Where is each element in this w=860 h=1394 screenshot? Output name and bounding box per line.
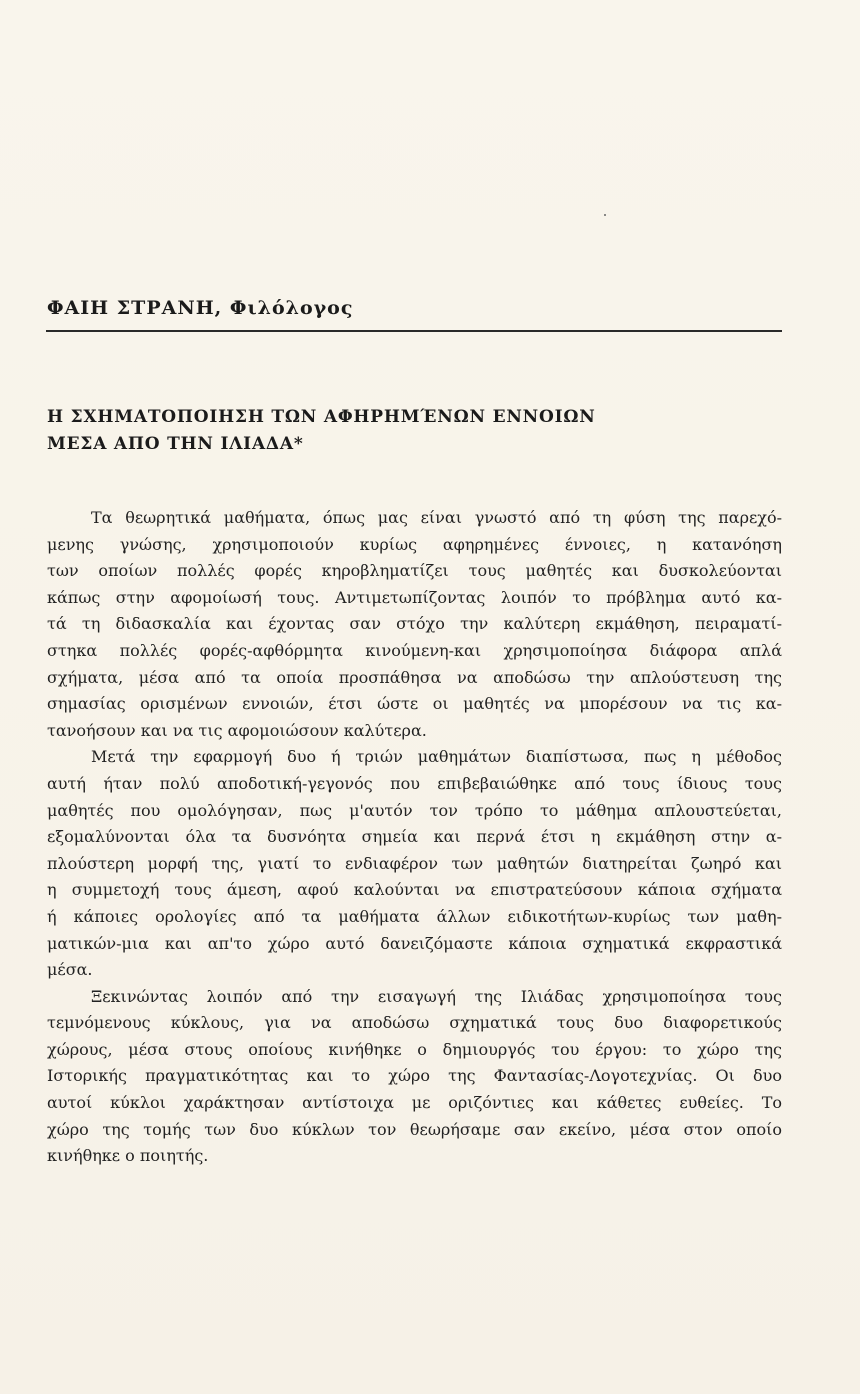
text-line: αυτοί κύκλοι χαράκτησαν αντίστοιχα με οριζόντιες και κάθετες ευθείες. Το bbox=[47, 1093, 782, 1113]
text-line: ή κάποιες ορολογίες από τα μαθήματα άλλων ειδικοτήτων-κυρίως των μαθη- bbox=[47, 906, 782, 926]
paper-speck bbox=[604, 214, 606, 216]
text-line: Ιστορικής πραγματικότητας και το χώρο της Φαντασίας-Λογοτεχνίας. Οι δυο bbox=[47, 1066, 782, 1086]
paragraph-3 bbox=[47, 984, 782, 1170]
text-line: μενης γνώσης, χρησιμοποιούν κυρίως αφηρημένες έννοιες, η κατανόηση bbox=[47, 534, 782, 554]
author-heading: ΦΑΙΗ ΣΤΡΑΝΗ, Φιλόλογος bbox=[47, 297, 354, 319]
text-line: Τα θεωρητικά μαθήματα, όπως μας είναι γνωστό από τη φύση της παρεχό- bbox=[91, 508, 782, 527]
article-title bbox=[47, 404, 596, 458]
title-line-1: Η ΣΧΗΜΑΤΟΠΟΙΗΣΗ ΤΩΝ ΑΦΗΡΗΜΈΝΩΝ ΕΝΝΟΙΩΝ bbox=[47, 407, 596, 427]
text-line: μέσα. bbox=[47, 960, 93, 980]
text-line: Ξεκινώντας λοιπόν από την εισαγωγή της Ιλιάδας χρησιμοποίησα τους bbox=[91, 986, 782, 1006]
article-body bbox=[47, 505, 782, 1170]
text-line: Μετά την εφαρμογή δυο ή τριών μαθημάτων διαπίστωσα, πως η μέθοδος bbox=[91, 747, 782, 767]
title-line-2: ΜΕΣΑ ΑΠΟ ΤΗΝ ΙΛΙΑΔΑ* bbox=[47, 434, 304, 454]
text-line: τανοήσουν και να τις αφομοιώσουν καλύτερα. bbox=[47, 720, 427, 740]
text-line: μαθητές που ομολόγησαν, πως μ'αυτόν τον τρόπο το μάθημα απλουστεύεται, bbox=[47, 800, 782, 820]
text-line: χώρο της τομής των δυο κύκλων τον θεωρήσαμε σαν εκείνο, μέσα στον οποίο bbox=[47, 1119, 782, 1139]
text-line: αυτή ήταν πολύ αποδοτική-γεγονός που επιβεβαιώθηκε από τους ίδιους τους bbox=[47, 773, 782, 793]
text-line: των οποίων πολλές φορές κηροβληματίζει τους μαθητές και δυσκολεύονται bbox=[47, 561, 782, 581]
paragraph-1 bbox=[47, 505, 782, 744]
text-line: σχήματα, μέσα από τα οποία προσπάθησα να αποδώσω την απλούστευση της bbox=[47, 667, 782, 687]
text-line: πλούστερη μορφή της, γιατί το ενδιαφέρον των μαθητών διατηρείται ζωηρό και bbox=[47, 853, 782, 873]
header-rule bbox=[46, 330, 782, 332]
paragraph-2 bbox=[47, 744, 782, 983]
text-line: ματικών-μια και απ'το χώρο αυτό δανειζόμαστε κάποια σχηματικά εκφραστικά bbox=[47, 933, 782, 953]
text-line: εξομαλύνονται όλα τα δυσνόητα σημεία και περνά έτσι η εκμάθηση στην α- bbox=[47, 827, 782, 847]
text-line: χώρους, μέσα στους οποίους κινήθηκε ο δημιουργός του έργου: το χώρο της bbox=[47, 1039, 782, 1059]
text-line: τά τη διδασκαλία και έχοντας σαν στόχο την καλύτερη εκμάθηση, πειραματί- bbox=[47, 614, 782, 634]
text-line: η συμμετοχή τους άμεση, αφού καλούνται να επιστρατεύσουν κάποια σχήματα bbox=[47, 880, 782, 900]
text-line: τεμνόμενους κύκλους, για να αποδώσω σχηματικά τους δυο διαφορετικούς bbox=[47, 1013, 782, 1033]
text-line: κινήθηκε ο ποιητής. bbox=[47, 1146, 209, 1166]
text-line: σημασίας ορισμένων εννοιών, έτσι ώστε οι μαθητές να μπορέσουν να τις κα- bbox=[47, 694, 782, 714]
text-line: στηκα πολλές φορές-αφθόρμητα κινούμενη-και χρησιμοποίησα διάφορα απλά bbox=[47, 640, 782, 660]
text-line: κάπως στην αφομοίωσή τους. Αντιμετωπίζοντας λοιπόν το πρόβλημα αυτό κα- bbox=[47, 587, 782, 607]
